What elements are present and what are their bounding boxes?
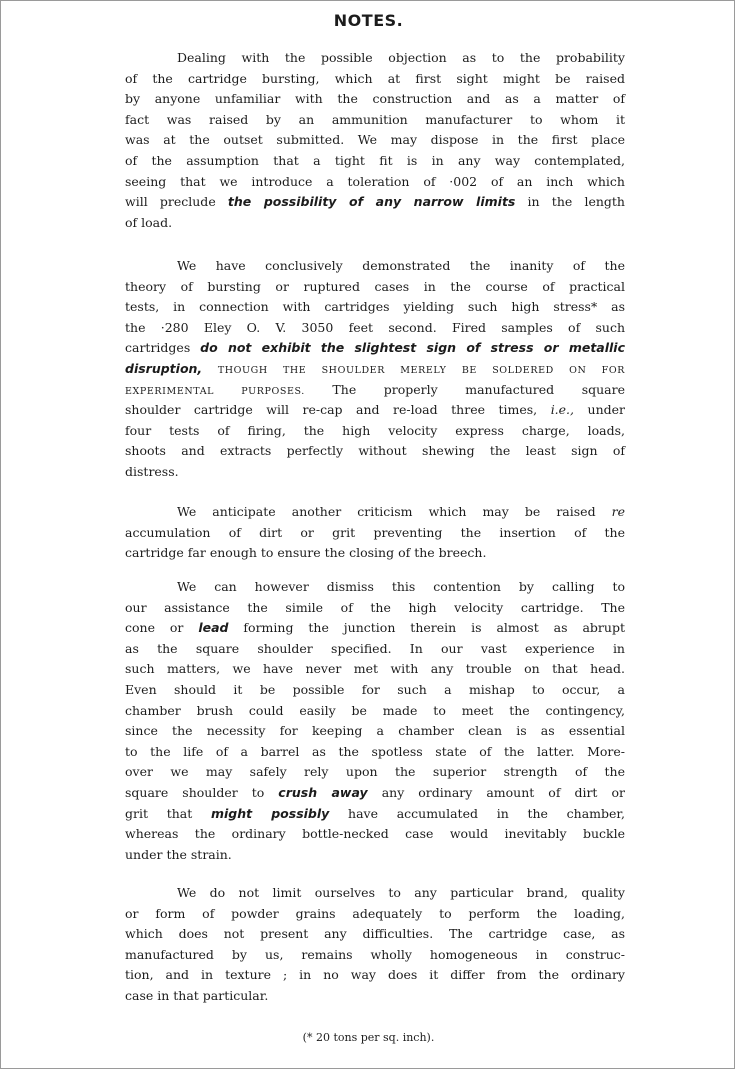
text-line: chamber brush could easily be made to meet the contingency, (125, 702, 625, 718)
text-line: under the strain. (125, 846, 232, 862)
page-title: NOTES. (333, 11, 404, 30)
text-segment: have accumulated in the chamber, (329, 805, 625, 821)
text-segment: square shoulder to (125, 784, 279, 800)
text-line: the ·280 Eley O. V. 3050 feet second. Fired samples of such (125, 319, 625, 335)
text-line: shoots and extracts perfectly without shewing the least sign of (125, 443, 625, 459)
small-caps-text: EXPERIMENTAL PURPOSES. (125, 385, 305, 397)
text-line: tests, in connection with cartridges yielding such high stress* as (125, 299, 625, 315)
text-line: by anyone unfamiliar with the construction and as a matter of (125, 91, 625, 107)
text-line: case in that particular. (125, 987, 269, 1003)
text-line (125, 783, 625, 804)
text-line: as the square shoulder specified. In our vast experience in (125, 640, 625, 656)
text-line (125, 618, 625, 639)
italic-text: re (611, 504, 625, 519)
text-line: Dealing with the possible objection as to the probability (177, 50, 625, 65)
text-line: whereas the ordinary bottle-necked case would inevitably buckle (125, 826, 625, 842)
text-line: was at the outset submitted. We may dispose in the first place (125, 132, 625, 148)
emphasis-text: lead (198, 620, 229, 636)
text-segment: The properly manufactured square (304, 381, 626, 397)
text-line: theory of bursting or ruptured cases in the course of practical (125, 278, 625, 294)
text-segment: in the length (515, 194, 625, 210)
emphasis-text: disruption, (125, 360, 203, 376)
text-line: We do not limit ourselves to any particular brand, quality (177, 885, 625, 900)
text-line (125, 502, 625, 523)
text-line: of the cartridge bursting, which at first sight might be raised (125, 70, 625, 86)
text-line: such matters, we have never met with any trouble on that head. (125, 661, 625, 677)
text-line (125, 380, 625, 401)
text-line: We can however dismiss this contention by calling to (177, 579, 625, 594)
text-line: of the assumption that a tight fit is in any way contemplated, (125, 152, 625, 168)
text-line: cartridge far enough to ensure the closing of the breech. (125, 545, 487, 561)
text-line (125, 338, 625, 359)
text-line: fact was raised by an ammunition manufacturer to whom it (125, 111, 625, 127)
text-segment: forming the junction therein is almost as abrupt (228, 620, 625, 636)
text-segment: any ordinary amount of dirt or (367, 784, 625, 800)
text-segment: cone or (125, 620, 199, 636)
text-line: to the life of a barrel as the spotless state of the latter. More- (125, 743, 625, 759)
text-segment: will preclude (125, 194, 228, 210)
text-line: four tests of firing, the high velocity express charge, loads, (125, 422, 625, 438)
text-segment: shoulder cartridge will re-cap and re-load three times, (125, 402, 551, 418)
text-line: over we may safely rely upon the superior strength of the (125, 764, 625, 780)
text-segment: grit that (125, 805, 211, 821)
text-line: accumulation of dirt or grit preventing the insertion of the (125, 524, 625, 540)
text-line: manufactured by us, remains wholly homogeneous in construc- (125, 946, 625, 962)
text-line: seeing that we introduce a toleration of ·002 of an inch which (125, 173, 625, 189)
emphasis-text: crush away (278, 784, 368, 800)
text-line: of load. (125, 214, 173, 230)
paragraph-2 (125, 256, 625, 483)
paragraph-5 (125, 883, 625, 1007)
text-segment: cartridges (125, 340, 201, 356)
emphasis-text: the possibility of any narrow limits (227, 194, 516, 210)
text-line: tion, and in texture ; in no way does it differ from the ordinary (125, 967, 625, 983)
text-line: or form of powder grains adequately to perform the loading, (125, 905, 625, 921)
text-line (125, 359, 625, 380)
italic-text: i.e., (550, 402, 575, 418)
emphasis-text: do not exhibit the slightest sign of stress or metallic (200, 340, 626, 356)
small-caps-text: THOUGH THE SHOULDER MERELY BE SOLDERED ON FOR (217, 364, 625, 376)
text-line (125, 192, 625, 213)
text-line: We have conclusively demonstrated the inanity of the (177, 258, 625, 273)
text-segment: under (574, 402, 626, 418)
paragraph-4 (125, 577, 625, 865)
paragraph-3 (125, 502, 625, 564)
text-line: Even should it be possible for such a mishap to occur, a (125, 681, 625, 697)
paragraph-1 (125, 48, 625, 233)
text-line (125, 804, 625, 825)
text-line: our assistance the simile of the high velocity cartridge. The (125, 599, 625, 615)
footnote: (* 20 tons per sq. inch). (302, 1031, 435, 1044)
text-segment (202, 361, 218, 376)
text-segment: We anticipate another criticism which may be raised (177, 504, 612, 519)
emphasis-text: might possibly (210, 805, 330, 821)
text-line: which does not present any difficulties. The cartridge case, as (125, 926, 625, 942)
text-line: since the necessity for keeping a chamber clean is as essential (125, 723, 625, 739)
text-line: distress. (125, 463, 179, 479)
text-line (125, 400, 625, 421)
